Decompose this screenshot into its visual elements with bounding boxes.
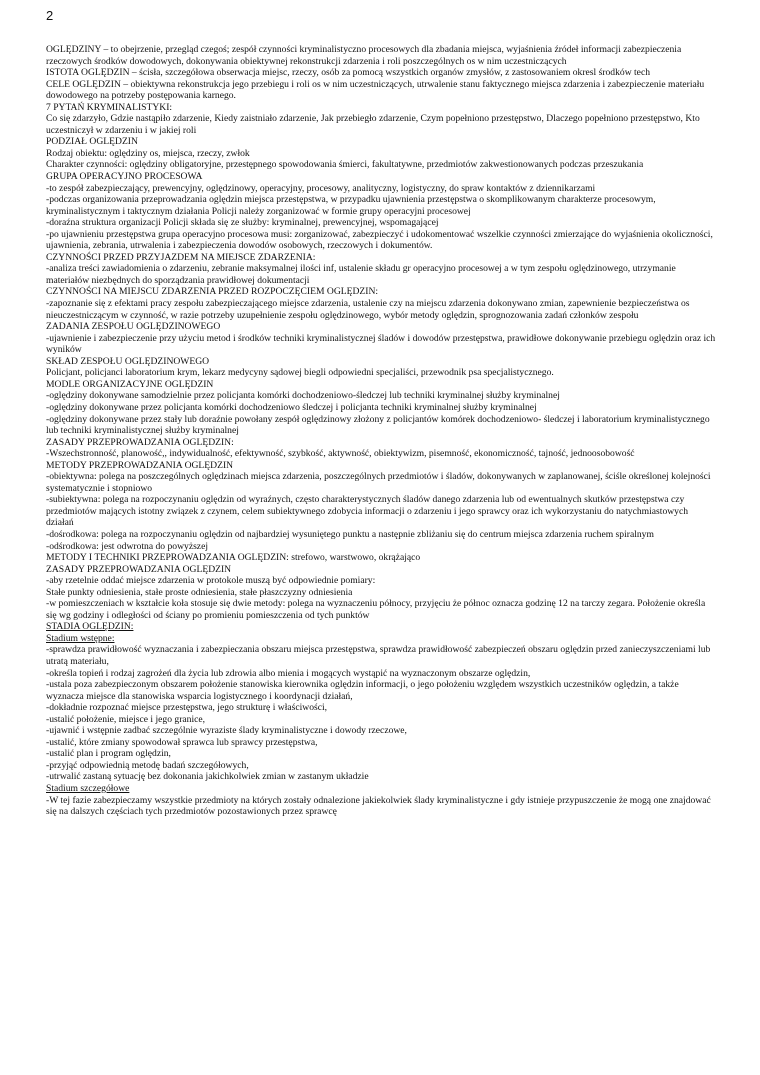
text-line: -odśrodkowa: jest odwrotna do powyższej xyxy=(46,540,208,552)
page-number: 2 xyxy=(46,8,54,23)
text-line: -oględziny dokonywane przez stały lub doraźnie powołany zespół oględzinowy złożony z policjantów komórek dochodzeniowo- śledczej i laboratorium kryminalistycznego lub techniki kryminalistycznej służby kryminalnej xyxy=(46,413,710,437)
text-line: -oględziny dokonywane samodzielnie przez policjanta komórki dochodzeniowo-śledczej lub techniki kryminalnej służby kryminalnej xyxy=(46,390,560,402)
section-heading: STADIA OGLĘDZIN: xyxy=(46,621,134,633)
text-line: METODY I TECHNIKI PRZEPROWADZANIA OGLĘDZIN: strefowo, warstwowo, okrążająco xyxy=(46,552,421,564)
section-heading: Stadium szczegółowe xyxy=(46,783,130,794)
text-line: 7 PYTAŃ KRYMINALISTYKI: xyxy=(46,101,173,113)
text-line: CZYNNOŚCI PRZED PRZYJAZDEM NA MIEJSCE ZDARZENIA: xyxy=(46,251,316,263)
text-line: OGLĘDZINY – to obejrzenie, przegląd czegoś; zespół czynności kryminalistyczno procesowych dla zbadania miejsca, wyjaśnienia źródeł informacji zabezpieczenia rzeczowych środków dowodowych, dokonywania obiektywnej rekonstrukcji zdarzenia i roli poszczególnych os w nim uczestniczących xyxy=(46,44,682,67)
text-line: -aby rzetelnie oddać miejsce zdarzenia w protokole muszą być odpowiednie pomiary: xyxy=(46,575,376,587)
text-line: -ujawnić i wstępnie zadbać szczególnie wyraziste ślady kryminalistyczne i dowody rzeczowe, xyxy=(46,725,407,737)
text-line: METODY PRZEPROWADZANIA OGLĘDZIN xyxy=(46,459,234,471)
text-line: GRUPA OPERACYJNO PROCESOWA xyxy=(46,171,203,183)
text-line: -W tej fazie zabezpieczamy wszystkie przedmioty na których zostały odnalezione jakiekolwiek ślady kryminalistyczne i gdy istnieje przypuszczenie że mogą one znajdować się na dalszych częściach tych przedmiotów pozostawionych przez sprawcę xyxy=(46,794,711,818)
text-line: ZASADY PRZEPROWADZANIA OGLĘDZIN: xyxy=(46,436,234,448)
text-line: PODZIAŁ OGLĘDZIN xyxy=(46,136,138,148)
text-line: -ustala poza zabezpieczonym obszarem położenie stanowiska kierownika oględzin informacji, o jego położeniu względem wszystkich uczestników oględzin, a także wyznacza miejsce dla stanowiska wsparcia logistycznego i koordynacji działań, xyxy=(46,679,679,702)
text-line: CZYNNOŚCI NA MIEJSCU ZDARZENIA PRZED ROZPOCZĘCIEM OGLĘDZIN: xyxy=(46,286,379,298)
text-line: Rodzaj obiektu: oględziny os, miejsca, rzeczy, zwłok xyxy=(46,147,250,159)
text-line: -sprawdza prawidłowość wyznaczania i zabezpieczania obszaru miejsca przestępstwa, sprawdza prawidłowość zabezpieczeń obszaru oględzin przed zanieczyszczeniami lub utratą materiału, xyxy=(46,644,711,667)
text-line: -analiza treści zawiadomienia o zdarzeniu, zebranie maksymalnej ilości inf, ustalenie składu gr operacyjno procesowej a w tym zespołu oględzinowego, utrzymanie materiałów niezbędnych do sporządzania prawidłowej dokumentacji xyxy=(46,263,676,286)
text-line: -obiektywna: polega na poszczególnych oględzinach miejsca zdarzenia, poszczególnych przedmiotów i śladów, dokonywanych w zaplanowanej, ściśle określonej kolejności systematycznie i stopniowo xyxy=(46,471,711,494)
text-line: -dośrodkowa: polega na rozpoczynaniu oględzin od najbardziej wysuniętego punktu a następnie zbliżaniu się do centrum miejsca zdarzenia ruchem spiralnym xyxy=(46,528,654,540)
text-line: -po ujawnieniu przestępstwa grupa operacyjno procesowa musi: zorganizować, zabezpieczyć i udokomentować wszelkie czynności zmierzające do wyjaśnienia okoliczności, ujawnienia, zebrania, utrwalenia i zabezpieczenia dowodów osobowych, rzeczowych i dokumentów. xyxy=(46,228,713,252)
text-line: -ustalić położenie, miejsce i jego granice, xyxy=(46,713,206,725)
text-line: CELE OGLĘDZIN – obiektywna rekonstrukcja jego przebiegu i roli os w nim uczestniczących, utrwalenie stanu faktycznego miejsca zdarzenia i zabezpieczenie materiału dowodowego na potrzeby postępowania karnego. xyxy=(46,78,705,102)
text-line: Co się zdarzyło, Gdzie nastąpiło zdarzenie, Kiedy zaistniało zdarzenie, Jak przebiegło zdarzenie, Czym popełniono przestępstwo, Dlaczego popełniono przestępstwo, Kto uczestniczył w zdarzeniu i w jakiej roli xyxy=(46,113,700,136)
text-line: -w pomieszczeniach w kształcie koła stosuje się dwie metody: polega na wyznaczeniu północy, przyjęciu że północ oznacza godzinę 12 na tarczy zegara. Położenie określa się wg godziny i odległości od ściany po promieniu pomieszczenia od tych punktów xyxy=(46,598,706,621)
section-heading: Stadium wstępne: xyxy=(46,632,115,644)
text-line: -ustalić, które zmiany spowodował sprawca lub sprawcy przestępstwa, xyxy=(46,736,318,748)
text-line: -utrwalić zastaną sytuację bez dokonania jakichkolwiek zmian w zastanym układzie xyxy=(46,771,369,783)
text-line: -podczas organizowania przeprowadzania oględzin miejsca przestępstwa, w przypadku ujawnienia przestępstwa o skomplikowanym charakterze procesowym, kryminalistycznym i taktycznym działania Policji należy zorganizować w formie grupy operacyjni procesowej xyxy=(46,194,656,217)
document-body xyxy=(46,44,718,818)
text-line: -oględziny dokonywane przez policjanta komórki dochodzeniowo śledczej i policjanta techniki kryminalnej służby kryminalnej xyxy=(46,401,537,413)
text-line: Stałe punkty odniesienia, stałe proste odniesienia, stałe płaszczyzny odniesienia xyxy=(46,586,353,598)
text-line: -doraźna struktura organizacji Policji składa się ze służby: kryminalnej, prewencyjnej, wspomagającej xyxy=(46,217,439,229)
text-line: -określa topień i rodzaj zagrożeń dla życia lub zdrowia albo mienia i mogących wystąpić na wyznaczonym obszarze oględzin, xyxy=(46,667,531,679)
text-line: SKŁAD ZESPOŁU OGLĘDZINOWEGO xyxy=(46,355,210,367)
text-line: -dokładnie rozpoznać miejsce przestępstwa, jego strukturę i właściwości, xyxy=(46,702,328,714)
text-line: -przyjąć odpowiednią metodę badań szczegółowych, xyxy=(46,759,249,771)
text-line: ISTOTA OGLĘDZIN – ścisła, szczegółowa obserwacja miejsc, rzeczy, osób za pomocą wszystkich organów zmysłów, z zastosowaniem okresl środków tech xyxy=(46,67,650,79)
text-line: ZADANIA ZESPOŁU OGLĘDZINOWEGO xyxy=(46,321,221,333)
text-line: -subiektywna: polega na rozpoczynaniu oględzin od wyraźnych, często charakterystycznych śladów danego zdarzenia lub od ewentualnych skutków przestępstwa czy przedmiotów mających istotny związek z czynem, celem subiektywnego zdobycia informacji o zdarzeniu i jego sprawcy oraz ich wykorzystaniu do natychmiastowych działań xyxy=(46,494,689,529)
text-line: MODLE ORGANIZACYJNE OGLĘDZIN xyxy=(46,378,214,390)
text-line: Policjant, policjanci laboratorium krym, lekarz medycyny sądowej biegli odpowiedni specjaliści, przewodnik psa specjalistycznego. xyxy=(46,367,554,379)
text-line: -ujawnienie i zabezpieczenie przy użyciu metod i środków techniki kryminalistycznej śladów i dowodów przestępstwa, prawidłowe dokonywanie przebiegu oględzin oraz ich wyników xyxy=(46,332,716,356)
text-line: -ustalić plan i program oględzin, xyxy=(46,748,171,760)
text-line: -zapoznanie się z efektami pracy zespołu zabezpieczającego miejsce zdarzenia, ustalenie czy na miejscu zdarzenia dokonywano zmian, zapewnienie bezpieczeństwa os nieuczestniczącym w czynność, w razie potrzeby uzupełnienie zespołu oględzinowego, wybór metody oględzin, sprognozowania zadań członków zespołu xyxy=(46,298,690,321)
text-line: Charakter czynności: oględziny obligatoryjne, przestępnego spowodowania śmierci, fakultatywne, przedmiotów zakwestionowanych podczas przeszukania xyxy=(46,159,644,171)
text-line: -Wszechstronność, planowość,, indywidualność, efektywność, szybkość, aktywność, obiektywizm, pisemność, ekonomiczność, tajność, jednoosobowość xyxy=(46,448,635,460)
text-line: -to zespół zabezpieczający, prewencyjny, oględzinowy, operacyjny, procesowy, analityczny, logistyczny, do spraw kontaktów z dziennikarzami xyxy=(46,182,596,194)
text-line: ZASADY PRZEPROWADZANIA OGLĘDZIN xyxy=(46,563,232,575)
